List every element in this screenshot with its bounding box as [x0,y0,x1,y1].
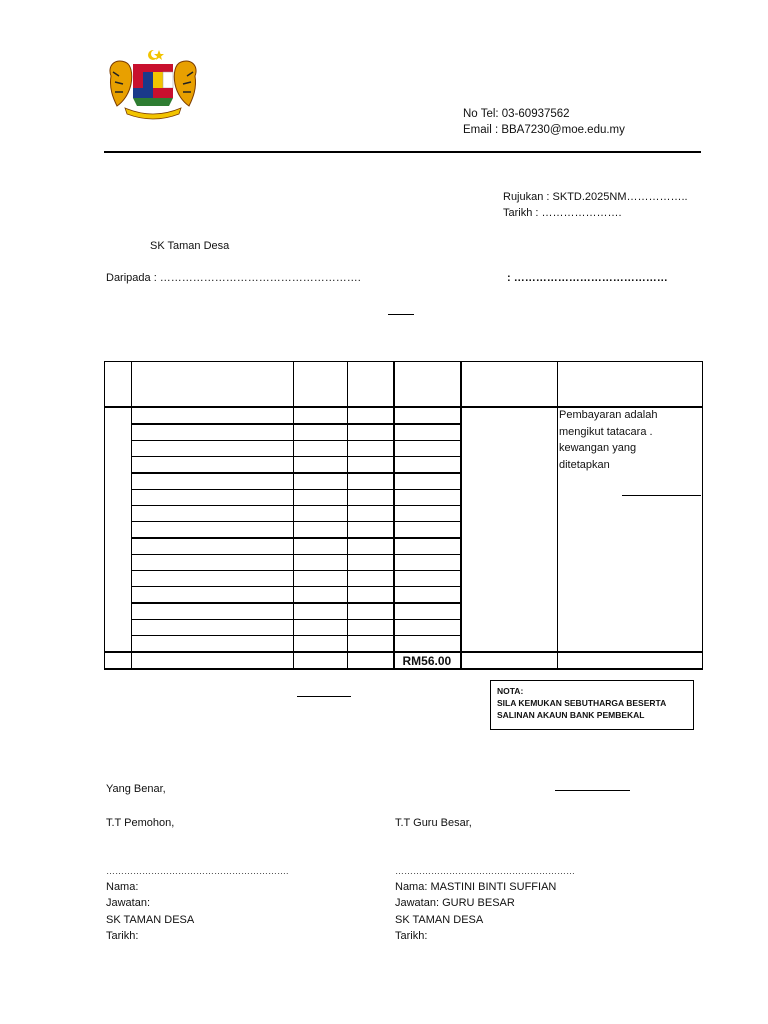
pemohon-signature-line: ……………………………………………………. [106,866,289,876]
reference-tarikh: Tarikh : …………………. [503,207,622,219]
pemohon-title: T.T Pemohon, [106,817,175,829]
note-line: SALINAN AKAUN BANK PEMBEKAL [497,710,645,720]
daripada-line: Daripada : ………………………………………………. [106,272,361,284]
short-underline [388,314,414,315]
reference-rujukan: Rujukan : SKTD.2025NM…………….. [503,191,688,203]
note-line: SILA KEMUKAN SEBUTHARGA BESERTA [497,698,667,708]
colon-line: : …………………………………… [507,272,668,284]
remark-line: ditetapkan [559,458,610,471]
guru-besar-sekolah: SK TAMAN DESA [395,914,484,926]
total-amount: RM56.00 [402,653,452,668]
header-rule [104,151,701,153]
pemohon-jawatan: Jawatan: [106,897,151,909]
guru-besar-nama: Nama: MASTINI BINTI SUFFIAN [395,881,557,893]
table-header-row [105,362,703,408]
remark-line: kewangan yang [559,442,637,454]
underline-right [555,790,630,791]
note-box [490,680,694,730]
contact-tel: No Tel: 03-60937562 [463,108,570,120]
table-total-row [105,652,703,669]
guru-besar-tarikh: Tarikh: [395,930,428,942]
contact-email: Email : BBA7230@moe.edu.my [463,124,625,136]
pemohon-nama: Nama: [106,881,139,893]
pemohon-sekolah: SK TAMAN DESA [106,914,195,926]
payment-remark [559,407,657,473]
remark-rule [622,495,701,496]
pemohon-tarikh: Tarikh: [106,930,139,942]
remark-line: Pembayaran adalah [559,409,658,421]
guru-besar-jawatan: Jawatan: GURU BESAR [395,897,515,909]
underline-mid [297,696,351,697]
guru-besar-title: T.T Guru Besar, [395,817,472,829]
yang-benar: Yang Benar, [106,783,166,795]
crest-logo [103,48,203,120]
note-title: NOTA: [497,686,524,696]
remark-line: mengikut tatacara . [559,425,653,438]
school-name: SK Taman Desa [150,240,230,252]
guru-besar-signature-line: …………………………………………………… [395,866,575,876]
